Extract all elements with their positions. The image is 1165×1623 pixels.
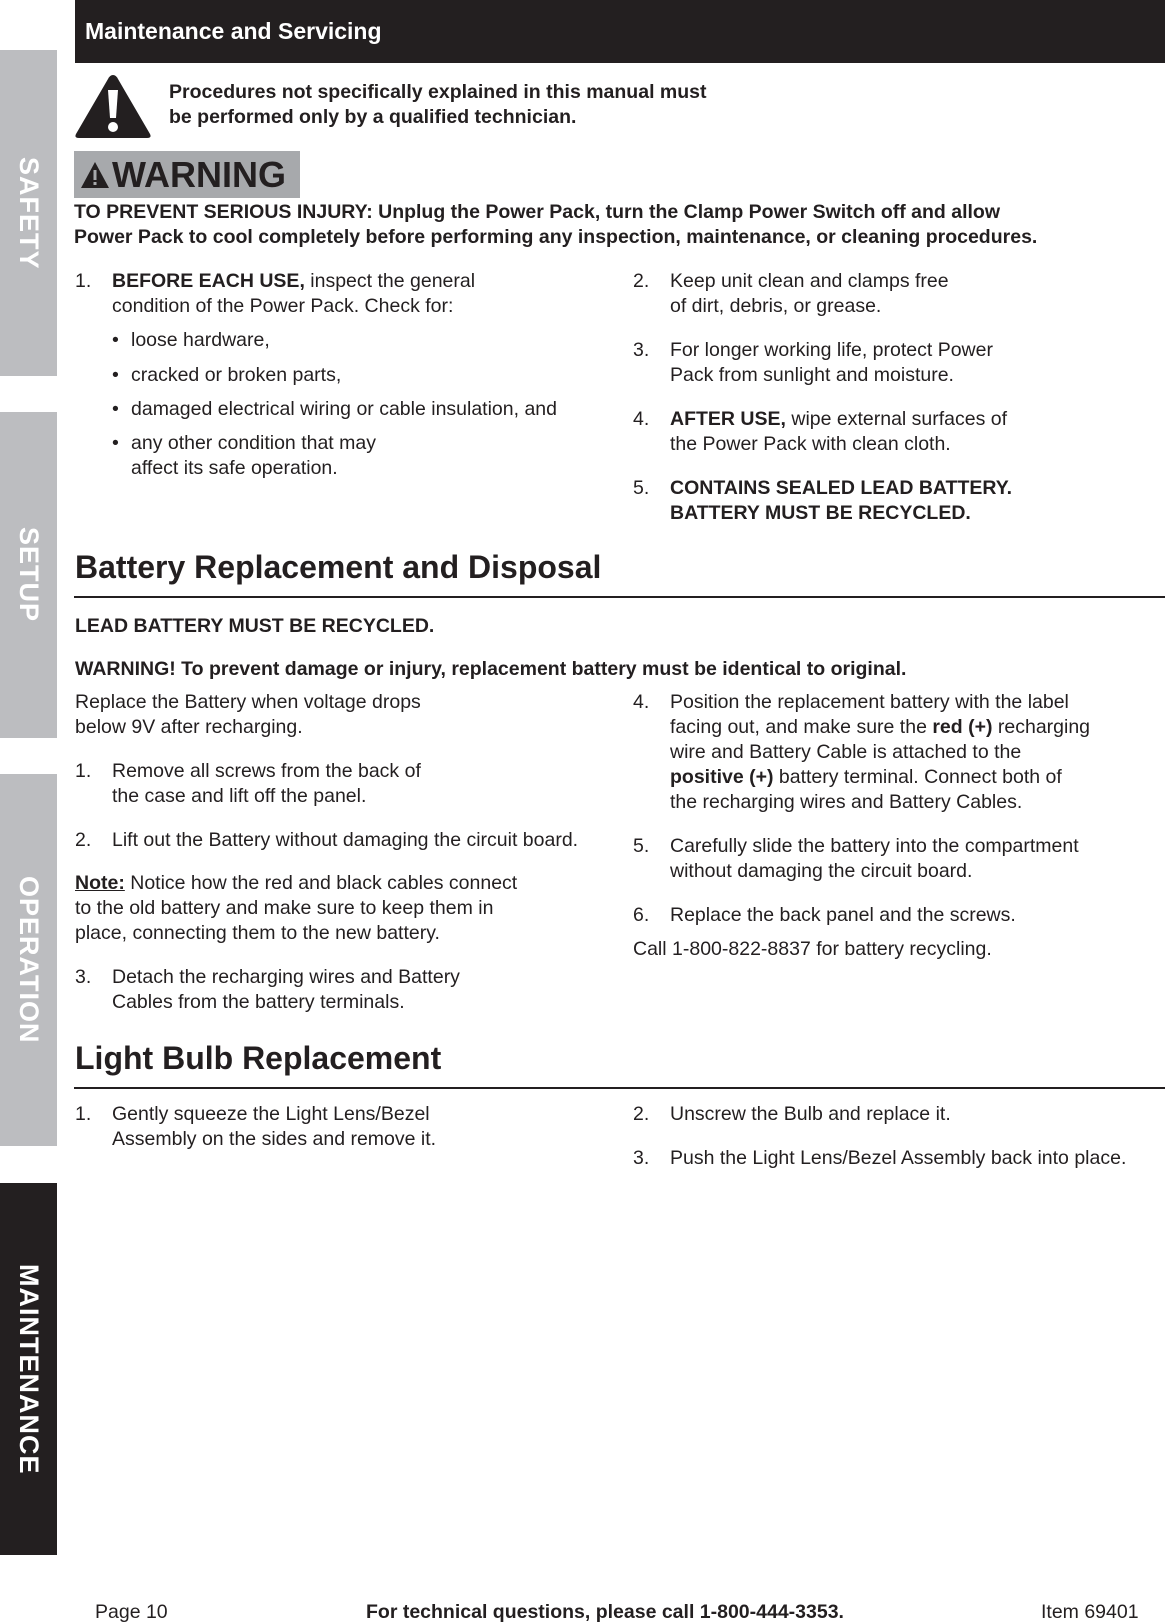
section-header-bar — [75, 0, 1165, 63]
item-text: BATTERY MUST BE RECYCLED. — [670, 502, 971, 524]
step-number: 4. — [633, 691, 650, 713]
section-rule — [74, 596, 1165, 598]
side-tab-setup — [0, 412, 57, 738]
caution-line: Procedures not specifically explained in this manual must — [169, 81, 707, 103]
battery-recycling-call: Call 1-800-822-8837 for battery recycling. — [633, 938, 992, 960]
step-text: without damaging the circuit board. — [670, 860, 973, 882]
footer-page-number: Page 10 — [95, 1601, 168, 1623]
item-lead: BEFORE EACH USE, — [112, 270, 305, 292]
footer-support-line: For technical questions, please call 1-800-444-3353. — [366, 1601, 844, 1623]
step-number: 2. — [633, 1103, 650, 1125]
step-emphasis: red (+) — [932, 716, 993, 738]
step-text: Push the Light Lens/Bezel Assembly back into place. — [670, 1147, 1127, 1169]
item-text: CONTAINS SEALED LEAD BATTERY. — [670, 477, 1012, 499]
bullet-dot: • — [112, 432, 119, 454]
step-text: Assembly on the sides and remove it. — [112, 1128, 437, 1150]
item-text: the Power Pack with clean cloth. — [670, 433, 951, 455]
warning-triangle-icon — [80, 161, 110, 189]
bullet-text: any other condition that may — [131, 432, 376, 454]
warning-line: Power Pack to cool completely before performing any inspection, maintenance, or cleaning procedures. — [74, 226, 1038, 248]
step-number: 6. — [633, 904, 650, 926]
side-tab-label: MAINTENANCE — [14, 1263, 44, 1475]
item-number: 4. — [633, 408, 650, 430]
item-text: Keep unit clean and clamps free — [670, 270, 949, 292]
note-text: Notice how the red and black cables connect — [124, 872, 518, 894]
note-label: Note: — [75, 872, 125, 894]
intro-line: below 9V after recharging. — [75, 716, 303, 738]
step-text: Gently squeeze the Light Lens/Bezel — [112, 1103, 430, 1125]
item-text: of dirt, debris, or grease. — [670, 295, 882, 317]
item-text: wipe external surfaces of — [785, 408, 1008, 430]
section-rule — [74, 1087, 1165, 1089]
step-number: 1. — [75, 760, 92, 782]
intro-line: Replace the Battery when voltage drops — [75, 691, 421, 713]
caution-line: be performed only by a qualified technician. — [169, 106, 577, 128]
warning-line: TO PREVENT SERIOUS INJURY: Unplug the Power Pack, turn the Clamp Power Switch off and allow — [74, 201, 1001, 223]
side-tab-label: OPERATION — [14, 876, 44, 1044]
step-text: facing out, and make sure the — [670, 716, 933, 738]
side-tab-label: SAFETY — [14, 156, 44, 270]
battery-intro — [75, 690, 595, 740]
step-emphasis: positive (+) — [670, 766, 774, 788]
step-text: Unscrew the Bulb and replace it. — [670, 1103, 951, 1125]
item-text: Pack from sunlight and moisture. — [670, 364, 954, 386]
bullet-dot: • — [112, 364, 119, 386]
item-number: 5. — [633, 477, 650, 499]
step-text: battery terminal. Connect both of — [773, 766, 1062, 788]
side-tab-operation — [0, 774, 57, 1146]
warning-text — [74, 200, 1159, 250]
caution-note — [169, 80, 769, 130]
step-text: Cables from the battery terminals. — [112, 991, 405, 1013]
battery-note — [75, 871, 615, 946]
item-lead: AFTER USE, — [670, 408, 786, 430]
step-text: wire and Battery Cable is attached to the — [670, 741, 1022, 763]
item-number: 2. — [633, 270, 650, 292]
step-text: the case and lift off the panel. — [112, 785, 367, 807]
side-tab-maintenance — [0, 1183, 57, 1555]
note-text: to the old battery and make sure to keep them in — [75, 897, 494, 919]
footer-item-number: Item 69401 — [1041, 1601, 1139, 1623]
battery-warning-notice: WARNING! To prevent damage or injury, replacement battery must be identical to original. — [75, 658, 907, 680]
section-header-title: Maintenance and Servicing — [85, 18, 382, 44]
step-number: 5. — [633, 835, 650, 857]
step-text: Lift out the Battery without damaging the circuit board. — [112, 829, 579, 851]
caution-triangle-icon — [74, 72, 152, 140]
note-text: place, connecting them to the new battery. — [75, 922, 440, 944]
item-text: condition of the Power Pack. Check for: — [112, 295, 454, 317]
item-text: inspect the general — [304, 270, 476, 292]
step-text: Remove all screws from the back of — [112, 760, 421, 782]
battery-recycle-notice: LEAD BATTERY MUST BE RECYCLED. — [75, 615, 435, 637]
bullet-text: affect its safe operation. — [131, 457, 338, 479]
battery-section-title: Battery Replacement and Disposal — [75, 549, 602, 585]
warning-badge — [74, 151, 300, 198]
bullet-dot: • — [112, 329, 119, 351]
item-text: For longer working life, protect Power — [670, 339, 993, 361]
warning-badge-label: WARNING — [112, 153, 286, 195]
step-number: 3. — [75, 966, 92, 988]
step-text: recharging — [992, 716, 1091, 738]
step-number: 3. — [633, 1147, 650, 1169]
side-tab-label: SETUP — [14, 527, 44, 623]
bullet-text: damaged electrical wiring or cable insulation, and — [131, 398, 557, 420]
bullet-text: cracked or broken parts, — [131, 364, 342, 386]
maintenance-item-1 — [75, 269, 635, 329]
bulb-section-title: Light Bulb Replacement — [75, 1040, 442, 1076]
bullet-dot: • — [112, 398, 119, 420]
side-tab-safety — [0, 50, 57, 376]
step-text: Carefully slide the battery into the compartment — [670, 835, 1079, 857]
step-text: the recharging wires and Battery Cables. — [670, 791, 1023, 813]
step-text: Detach the recharging wires and Battery — [112, 966, 460, 988]
step-number: 1. — [75, 1103, 92, 1125]
item-number: 1. — [75, 270, 92, 292]
step-number: 2. — [75, 829, 92, 851]
bullet-text: loose hardware, — [131, 329, 270, 351]
item-number: 3. — [633, 339, 650, 361]
step-text: Replace the back panel and the screws. — [670, 904, 1016, 926]
step-text: Position the replacement battery with the label — [670, 691, 1069, 713]
